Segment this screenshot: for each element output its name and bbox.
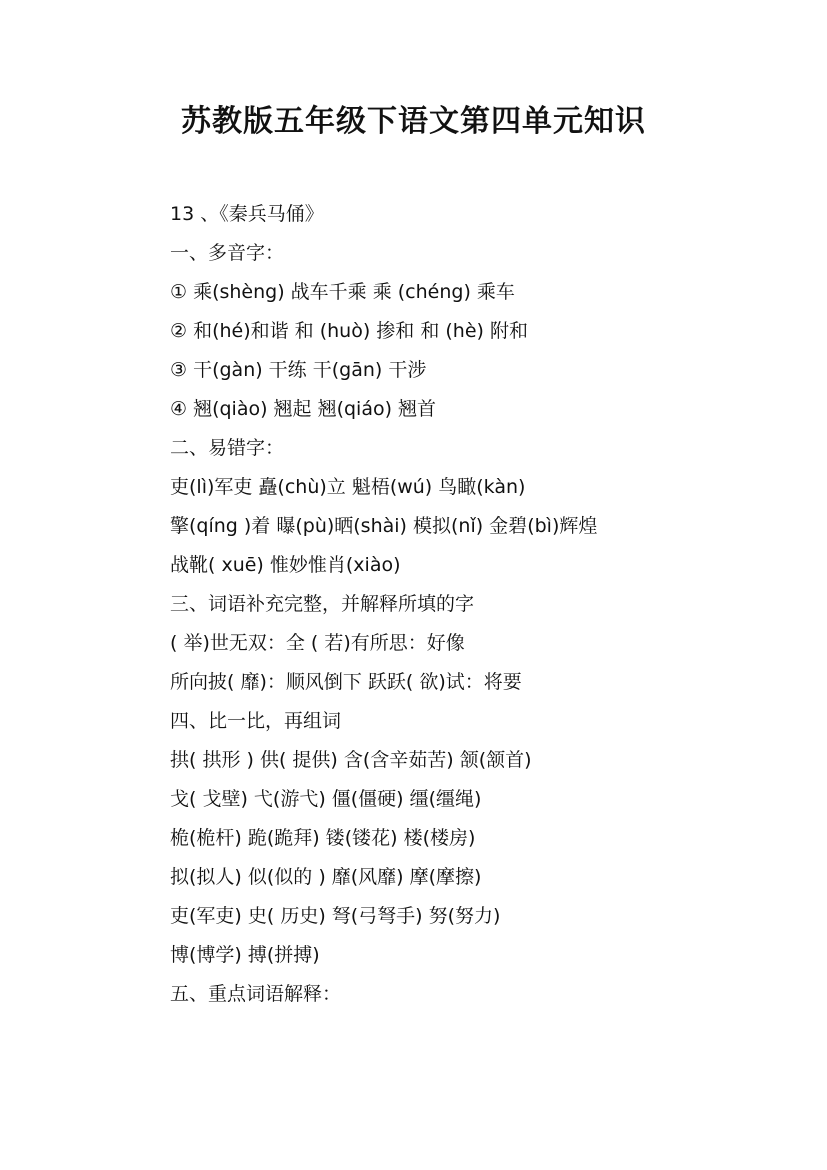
compare-item: 桅(桅杆) 跪(跪拜) 镂(镂花) 楼(楼房) (170, 827, 476, 849)
compare-item: 拱( 拱形 ) 供( 提供) 含(含辛茹苦) 颔(颔首) (170, 749, 532, 771)
lesson-heading: 13 、《秦兵马俑》 (170, 203, 324, 225)
error-prone-item: 战靴( xuē) 惟妙惟肖(xiào) (170, 554, 401, 576)
section-heading-error-prone: 二、易错字： (170, 437, 285, 459)
error-prone-item: 吏(lì)军吏 矗(chù)立 魁梧(wú) 鸟瞰(kàn) (170, 476, 526, 498)
polyphone-item: ④ 翘(qiào) 翘起 翘(qiáo) 翘首 (170, 398, 437, 420)
polyphone-item: ① 乘(shèng) 战车千乘 乘 (chéng) 乘车 (170, 281, 515, 303)
completion-item: 所向披( 靡)：顺风倒下 跃跃( 欲)试：将要 (170, 671, 522, 693)
document-body (130, 195, 710, 1014)
section-heading-completion: 三、词语补充完整，并解释所填的字 (170, 593, 475, 615)
section-heading-vocabulary: 五、重点词语解释： (170, 983, 342, 1005)
polyphone-item: ③ 干(gàn) 干练 干(gān) 干涉 (170, 359, 427, 381)
compare-item: 博(博学) 搏(拼搏) (170, 944, 320, 966)
compare-item: 吏(军吏) 史( 历史) 弩(弓弩手) 努(努力) (170, 905, 501, 927)
document-title: 苏教版五年级下语文第四单元知识 (181, 104, 646, 139)
error-prone-item: 擎(qíng )着 曝(pù)晒(shài) 模拟(nǐ) 金碧(bì)辉煌 (170, 515, 598, 537)
compare-item: 拟(拟人) 似(似的 ) 靡(风靡) 摩(摩擦) (170, 866, 482, 888)
section-heading-compare: 四、比一比，再组词 (170, 710, 342, 732)
polyphone-item: ② 和(hé)和谐 和 (huò) 掺和 和 (hè) 附和 (170, 320, 528, 342)
completion-item: ( 举)世无双：全 ( 若)有所思：好像 (170, 632, 465, 654)
compare-item: 戈( 戈壁) 弋(游弋) 僵(僵硬) 缰(缰绳) (170, 788, 482, 810)
section-heading-polyphones: 一、多音字： (170, 242, 285, 264)
